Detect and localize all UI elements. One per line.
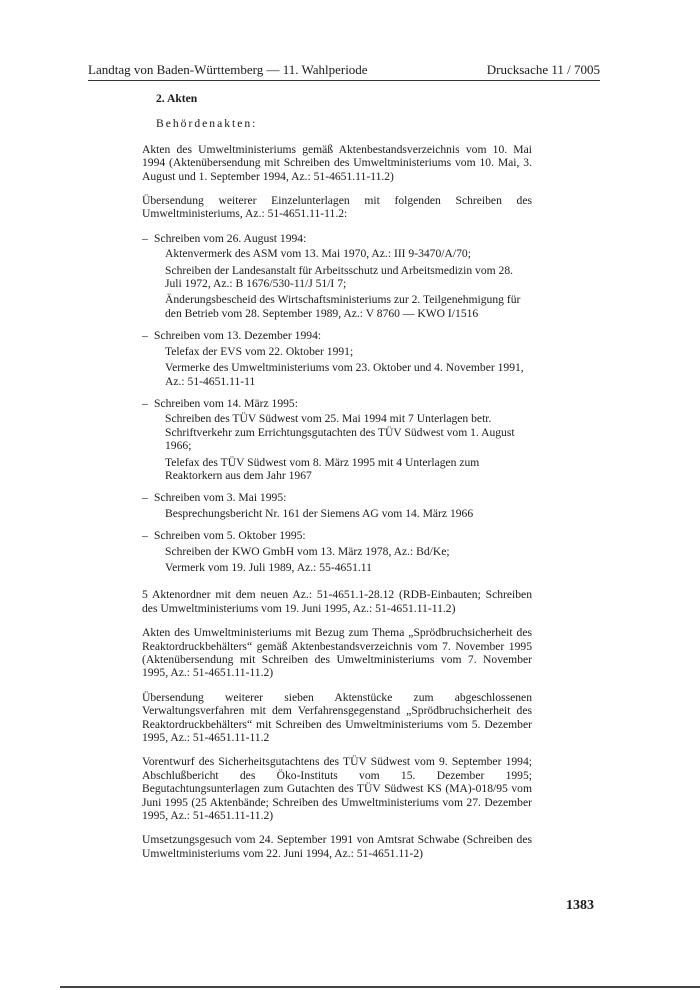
paragraph: Akten des Umweltministeriums mit Bezug zum Thema „Sprödbruchsicherheit des Reaktordruckbehälters“ gemäß Aktenbestandsverzeichnis vom 7. November 1995 (Aktenübersendung mit Schreiben des Umweltministeriums vom 7. November 1995, Az.: 51-4651.11-11.2) [142,626,532,680]
paragraph: Vorentwurf des Sicherheitsgutachtens des TÜV Südwest vom 9. September 1994; Abschlußbericht des Öko-Instituts vom 15. Dezember 1995; Begutachtungsunterlagen zum Gutachten des TÜV Südwest KS (MA)-018/95 vom Juni 1995 (25 Aktenbände; Schreiben des Umweltministeriums vom 27. Dezember 1995, Az.: 51-4651.11-11.2) [142,755,532,823]
letter-date: Schreiben vom 3. Mai 1995: [154,491,287,505]
dash-mark: – [142,329,148,343]
letter-item: Schreiben des TÜV Südwest vom 25. Mai 1994 mit 7 Unterlagen betr. Schriftverkehr zum Errichtungsgutachten des TÜV Südwest vom 1. August 1966; [165,412,515,453]
letter-item: Schreiben der Landesanstalt für Arbeitsschutz und Arbeitsmedizin vom 28. Juli 1972, Az.: B 1676/530-11/J 51/I 7; [165,263,514,291]
paragraph: Akten des Umweltministeriums gemäß Aktenbestandsverzeichnis vom 10. Mai 1994 (Aktenübersendung mit Schreiben des Umweltministeriums vom 10. Mai, 3. August und 1. September 1994, Az.: 51-4651.11-11.2) [142,142,532,183]
letter-item: Aktenvermerk des ASM vom 13. Mai 1970, Az.: III 9-3470/A/70; [165,247,471,261]
letter-group [142,529,532,574]
letter-item: Besprechungsbericht Nr. 161 der Siemens AG vom 14. März 1966 [165,506,474,520]
dash-mark: – [142,529,148,543]
dash-mark: – [142,396,148,410]
section-subtitle: Behördenakten: [156,117,258,131]
page-content [142,92,532,871]
dash-mark: – [142,491,148,505]
header-parliament: Landtag von Baden-Württemberg — 11. Wahlperiode [88,62,368,77]
letter-item: Telefax des TÜV Südwest vom 8. März 1995 mit 4 Unterlagen zum Reaktorkern aus dem Jahr 1967 [165,455,480,482]
letter-date: Schreiben vom 26. August 1994: [154,231,307,245]
paragraph: 5 Aktenordner mit dem neuen Az.: 51-4651.1-28.12 (RDB-Einbauten; Schreiben des Umweltministeriums vom 19. Juni 1995, Az.: 51-4651.11-11.2) [142,588,532,615]
letter-item: Telefax der EVS vom 22. Oktober 1991; [165,344,354,358]
running-header [88,62,600,82]
section-title: 2. Akten [156,92,198,105]
letter-item: Vermerke des Umweltministeriums vom 23. Oktober und 4. November 1991, Az.: 51-4651.11-11 [165,361,524,388]
header-rule [88,80,600,81]
letter-group [142,397,532,482]
letter-group [142,232,532,320]
paragraph: Umsetzungsgesuch vom 24. September 1991 von Amtsrat Schwabe (Schreiben des Umweltministeriums vom 22. Juni 1994, Az.: 51-4651.11-2) [142,833,532,860]
letter-item: Änderungsbescheid des Wirtschaftsministeriums zur 2. Teilgenehmigung für den Betrieb vom 28. September 1989, Az.: V 8760 — KWO I/1516 [165,293,521,320]
paragraph: Übersendung weiterer sieben Aktenstücke zum abgeschlossenen Verwaltungsverfahren mit dem Verfahrensgegenstand „Sprödbruchsicherheit des Reaktordruckbehälters“ mit Schreiben des Umweltministeriums vom 5. Dezember 1995, Az.: 51-4651.11-11.2 [142,690,532,745]
letter-group [142,329,532,388]
letter-date: Schreiben vom 5. Oktober 1995: [154,529,306,543]
dash-mark: – [142,231,148,245]
header-print-number: Drucksache 11 / 7005 [486,62,600,77]
letter-group [142,491,532,520]
letter-item: Vermerk vom 19. Juli 1989, Az.: 55-4651.11 [165,560,372,574]
page-number: 1383 [566,898,594,913]
letter-item: Schreiben der KWO GmbH vom 13. März 1978, Az.: Bd/Ke; [165,544,450,558]
paragraph: Übersendung weiterer Einzelunterlagen mit folgenden Schreiben des Umweltministeriums, Az.: 51-4651.11-11.2: [142,194,532,221]
letter-date: Schreiben vom 14. März 1995: [154,396,298,410]
letter-date: Schreiben vom 13. Dezember 1994: [154,329,322,343]
bottom-rule [60,986,700,988]
